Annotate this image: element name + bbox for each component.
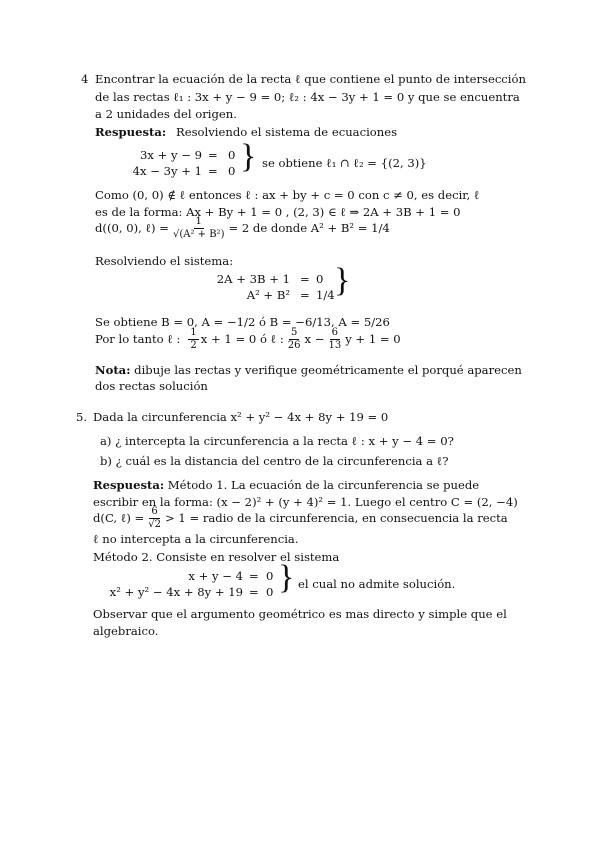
list-item: b) ¿ cuál es la distancia del centro de la circunferencia a ℓ?	[100, 454, 449, 468]
fraction	[326, 327, 343, 351]
system-rhs: 0	[228, 148, 236, 162]
right-brace: }	[240, 138, 257, 175]
problem-statement: Dada la circunferencia x² + y² − 4x + 8y + 19 = 0	[93, 410, 389, 424]
fraction	[171, 216, 227, 240]
numerator: 1	[195, 216, 202, 227]
text-line: es de la forma: Ax + By + 1 = 0 , (2, 3) ∈ ℓ ⇒ 2A + 3B + 1 = 0	[95, 205, 461, 219]
answer-label: Respuesta:	[93, 478, 165, 492]
denominator: 26	[287, 339, 301, 351]
numerator: 6	[331, 327, 338, 338]
fraction	[188, 327, 198, 351]
system-op: =	[208, 164, 218, 178]
system-rhs: 0	[266, 569, 274, 583]
formula-text: Por lo tanto ℓ :	[95, 331, 181, 346]
answer-intro: Resolviendo el sistema de ecuaciones	[176, 125, 398, 139]
system-op: =	[300, 272, 310, 286]
distance-formula	[93, 506, 508, 530]
formula-text: y + 1 = 0	[345, 331, 401, 346]
system-lhs: A² + B²	[246, 288, 290, 302]
text-line: ℓ no intercepta a la circunferencia.	[93, 532, 299, 546]
problem-number: 5.	[76, 410, 88, 424]
denominator: 2	[190, 339, 197, 351]
answer-text: Método 1. La ecuación de la circunferencia se puede	[164, 478, 480, 492]
numerator: 1	[190, 327, 197, 338]
note-text: dos rectas solución	[95, 379, 208, 393]
right-brace: }	[334, 262, 351, 299]
answer-method-1	[93, 477, 479, 494]
text-line: Resolviendo el sistema:	[95, 254, 234, 268]
system-lhs: x² + y² − 4x + 8y + 19	[109, 585, 243, 599]
distance-formula	[95, 216, 390, 240]
system-lhs: 4x − 3y + 1	[132, 164, 202, 178]
note-label: Nota:	[95, 363, 131, 377]
formula-text: d((0, 0), ℓ) =	[95, 220, 169, 235]
note-text: dibuje las rectas y verifique geométricamente el porqué aparecen	[130, 363, 522, 377]
note	[95, 362, 522, 379]
formula-text: x + 1 = 0 ó ℓ :	[200, 331, 284, 346]
system-rhs: 0	[316, 272, 324, 286]
problem-statement-line: a 2 unidades del origen.	[95, 107, 237, 121]
list-item: a) ¿ intercepta la circunferencia a la recta ℓ : x + y − 4 = 0?	[100, 434, 454, 448]
system-result: se obtiene ℓ₁ ∩ ℓ₂ = {(2, 3)}	[262, 156, 427, 170]
system-op: =	[208, 148, 218, 162]
numerator: 5	[290, 327, 298, 338]
formula-text: d(C, ℓ) =	[93, 510, 145, 525]
system-op: =	[249, 569, 259, 583]
system-rhs: 0	[266, 585, 274, 599]
system-lhs: 2A + 3B + 1	[216, 272, 290, 286]
text-line: Método 2. Consiste en resolver el sistema	[93, 550, 340, 564]
formula-text: = 2 de donde A² + B² = 1/4	[228, 220, 390, 235]
problem-statement-line: de las rectas ℓ₁ : 3x + y − 9 = 0; ℓ₂ : 4x − 3y + 1 = 0 y que se encuentra	[95, 90, 520, 104]
system-rhs: 0	[228, 164, 236, 178]
numerator: 6	[151, 506, 158, 517]
system-lhs: 3x + y − 9	[139, 148, 202, 162]
denominator: √2	[148, 518, 161, 530]
problem-number: 4	[81, 72, 89, 86]
system-rhs: 1/4	[316, 288, 335, 302]
answer-label: Respuesta:	[95, 125, 167, 139]
solution-equations	[95, 327, 401, 351]
text-line: Observar que el argumento geométrico es mas directo y simple que el	[93, 607, 507, 621]
right-brace: }	[278, 559, 295, 596]
system-lhs: x + y − 4	[188, 569, 243, 583]
text-line: Se obtiene B = 0, A = −1/2 ó B = −6/13, A = 5/26	[95, 315, 390, 329]
fraction	[146, 506, 163, 530]
text-line: escribir en la forma: (x − 2)² + (y + 4)² = 1. Luego el centro C = (2, −4)	[93, 495, 518, 509]
denominator: √(A² + B²)	[172, 228, 225, 240]
text-line: algebraico.	[93, 624, 159, 638]
problem-statement-line: Encontrar la ecuación de la recta ℓ que contiene el punto de intersección	[95, 72, 526, 86]
formula-text: > 1 = radio de la circunferencia, en consecuencia la recta	[164, 510, 508, 525]
text-line: Como (0, 0) ∉ ℓ entonces ℓ : ax + by + c = 0 con c ≠ 0, es decir, ℓ	[95, 188, 480, 202]
formula-text: x −	[304, 331, 325, 346]
system-op: =	[300, 288, 310, 302]
system-result: el cual no admite solución.	[298, 577, 456, 591]
fraction	[286, 327, 303, 351]
denominator: 13	[328, 339, 342, 351]
system-op: =	[249, 585, 259, 599]
